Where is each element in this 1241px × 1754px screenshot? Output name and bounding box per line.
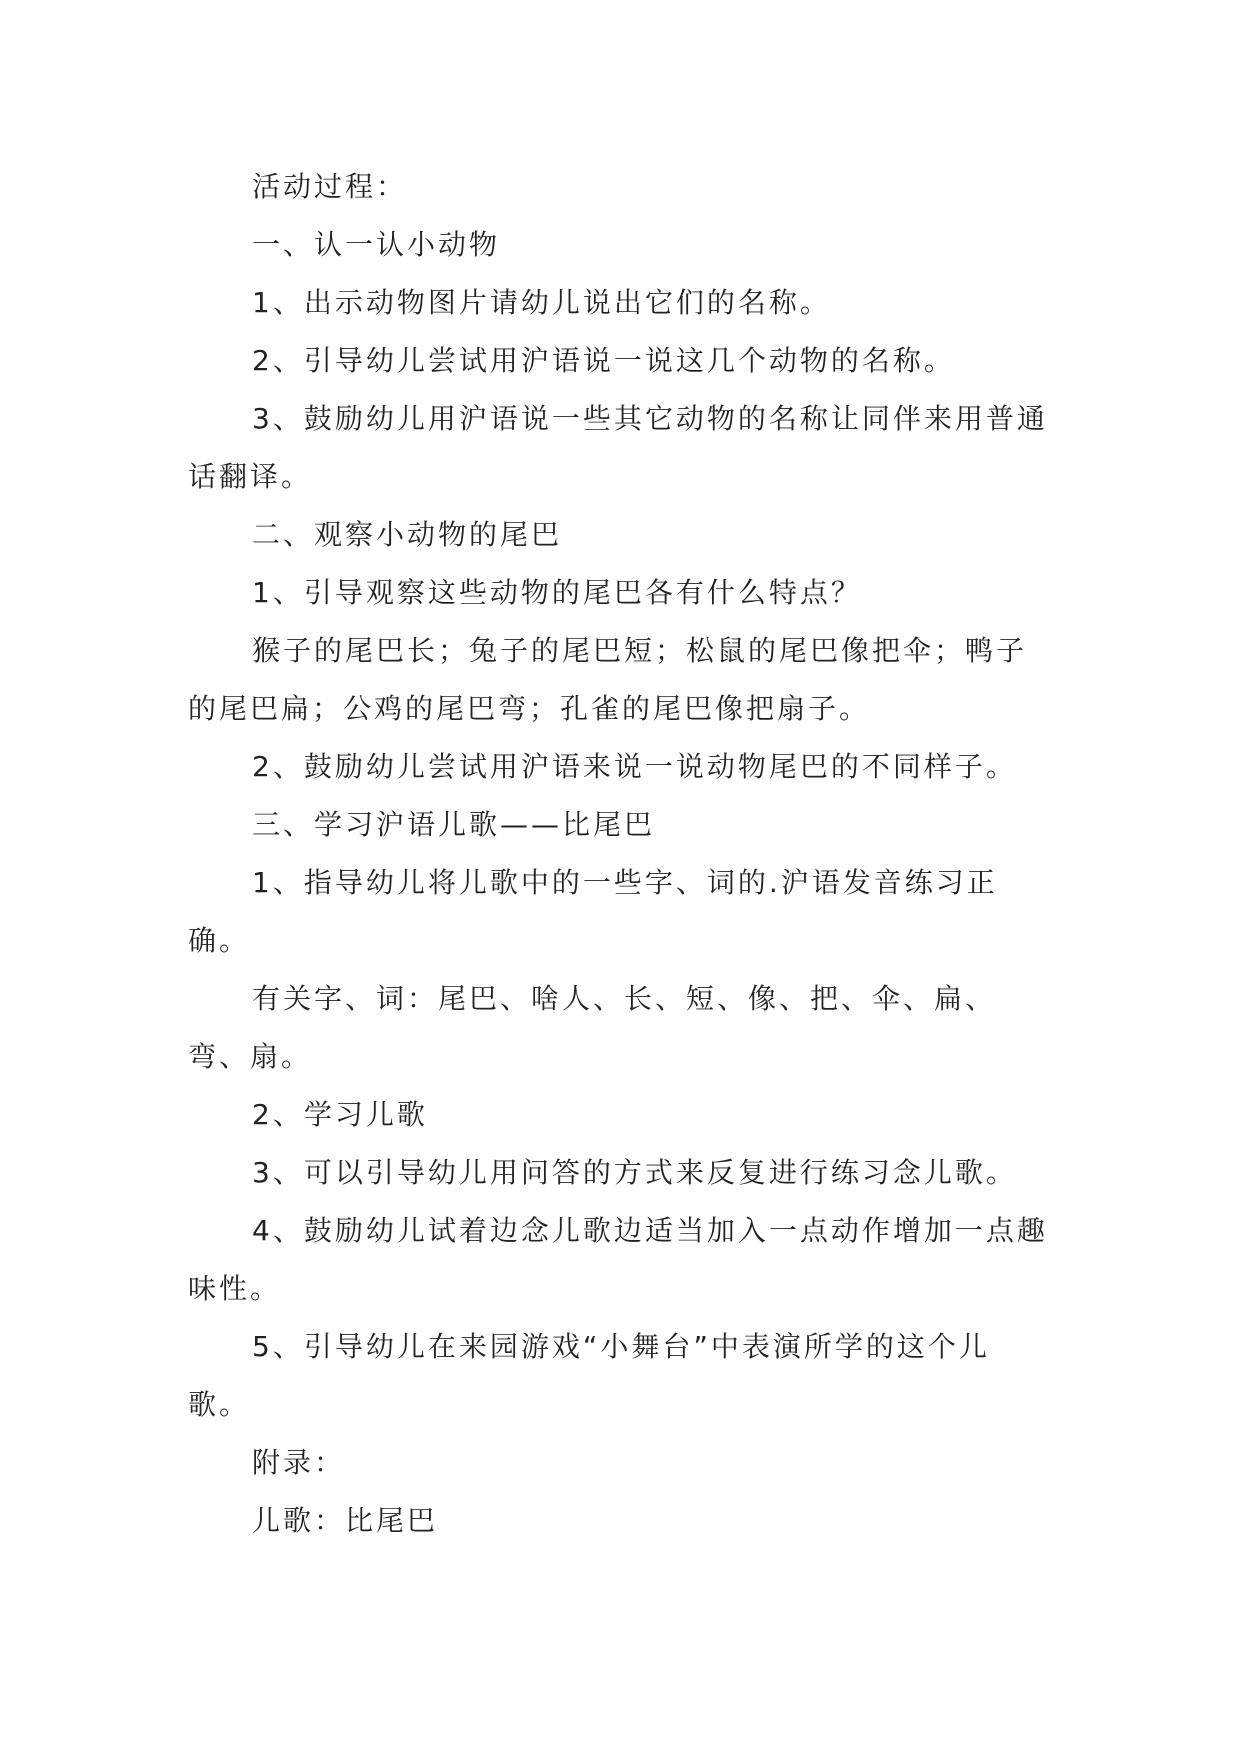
paragraph: 5、引导幼儿在来园游戏“小舞台”中表演所学的这个儿歌。 xyxy=(188,1330,990,1421)
paragraph: 1、指导幼儿将儿歌中的一些字、词的.沪语发音练习正确。 xyxy=(188,866,998,957)
paragraph: 3、可以引导幼儿用问答的方式来反复进行练习念儿歌。 xyxy=(252,1156,1017,1189)
section-heading-activity-process: 活动过程： xyxy=(252,170,408,203)
paragraph: 1、引导观察这些动物的尾巴各有什么特点？ xyxy=(252,576,862,609)
section-heading-2: 二、观察小动物的尾巴 xyxy=(252,518,563,551)
song-title: 儿歌：比尾巴 xyxy=(252,1504,439,1537)
section-heading-3: 三、学习沪语儿歌——比尾巴 xyxy=(252,808,656,841)
section-heading-1: 一、认一认小动物 xyxy=(252,228,501,261)
paragraph: 4、鼓励幼儿试着边念儿歌边适当加入一点动作增加一点趣味性。 xyxy=(188,1214,1048,1305)
appendix-heading: 附录： xyxy=(252,1446,346,1479)
paragraph: 有关字、词：尾巴、啥人、长、短、像、把、伞、扁、弯、扇。 xyxy=(188,982,997,1073)
paragraph: 1、出示动物图片请幼儿说出它们的名称。 xyxy=(252,286,831,319)
paragraph: 2、学习儿歌 xyxy=(252,1098,428,1131)
paragraph: 猴子的尾巴长；兔子的尾巴短；松鼠的尾巴像把伞；鸭子的尾巴扁；公鸡的尾巴弯；孔雀的尾巴像把扇子。 xyxy=(188,634,1028,725)
document-body xyxy=(188,158,1048,1550)
paragraph: 3、鼓励幼儿用沪语说一些其它动物的名称让同伴来用普通话翻译。 xyxy=(188,402,1048,493)
paragraph: 2、鼓励幼儿尝试用沪语来说一说动物尾巴的不同样子。 xyxy=(252,750,1017,783)
paragraph: 2、引导幼儿尝试用沪语说一说这几个动物的名称。 xyxy=(252,344,955,377)
